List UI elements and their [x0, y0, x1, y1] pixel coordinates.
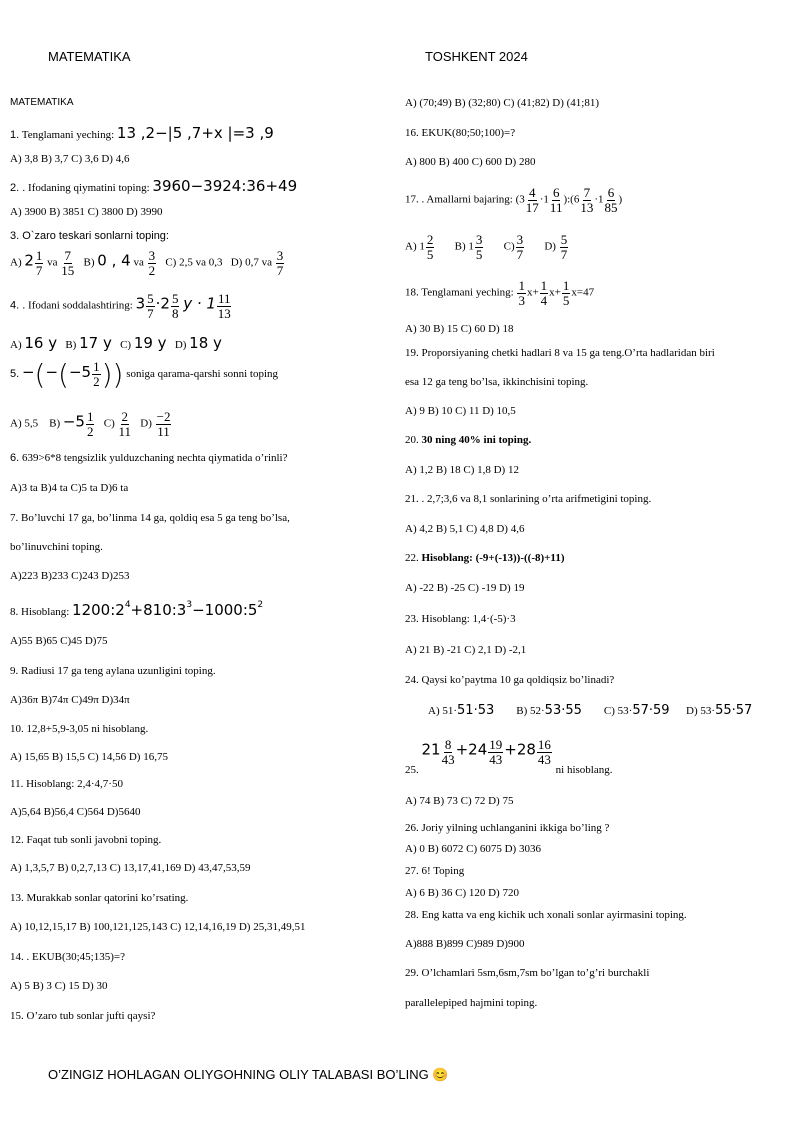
- q10-options: A) 15,65 B) 15,5 C) 14,56 D) 16,75: [10, 751, 168, 763]
- header-left: MATEMATIKA: [48, 49, 131, 64]
- question-13: 13. Murakkab sonlar qatorini ko’rsating.: [10, 892, 189, 904]
- q20-options: A) 1,2 B) 18 C) 1,8 D) 12: [405, 464, 519, 476]
- question-14: 14. . EKUB(30;45;135)=?: [10, 951, 125, 963]
- question-26: 26. Joriy yilning uchlanganini ikkiga bo’ling ?: [405, 822, 610, 834]
- question-24: 24. Qaysi ko’paytma 10 ga qoldiqsiz bo’linadi?: [405, 674, 615, 686]
- question-29-line1: 29. O’lchamlari 5sm,6sm,7sm bo’lgan to’g’ri burchakli: [405, 967, 650, 979]
- question-29-line2: parallelepiped hajmini toping.: [405, 997, 538, 1009]
- q21-options: A) 4,2 B) 5,1 C) 4,8 D) 4,6: [405, 523, 525, 535]
- question-7-line1: 7. Bo’luvchi 17 ga, bo’linma 14 ga, qoldiq esa 5 ga teng bo’lsa,: [10, 512, 290, 524]
- q19-options: A) 9 B) 10 C) 11 D) 10,5: [405, 405, 516, 417]
- q22-options: A) -22 B) -25 C) -19 D) 19: [405, 582, 525, 594]
- fraction: $\frac{6}{85}$: [604, 185, 618, 215]
- fraction: $\frac{3}{7}$: [516, 232, 524, 262]
- fraction: $\frac{4}{17}$: [525, 185, 539, 215]
- fraction: $\frac{1}{7}$: [35, 248, 43, 278]
- fraction: $\frac{3}{5}$: [475, 232, 483, 262]
- q1-options: A) 3,8 B) 3,7 C) 3,6 D) 4,6: [10, 153, 130, 165]
- question-19-line2: esa 12 ga teng bo’lsa, ikkinchisini toping.: [405, 376, 589, 388]
- question-1: 1. Tenglamani yeching: 13 ,2−|5 ,7+x |=3 ,9: [10, 124, 274, 142]
- q28-options: A)888 B)899 C)989 D)900: [405, 938, 525, 950]
- q18-options: A) 30 B) 15 C) 60 D) 18: [405, 323, 514, 335]
- fraction: $\frac{3}{2}$: [148, 248, 156, 278]
- fraction: $\frac{7}{15}$: [61, 248, 75, 278]
- q12-options: A) 1,3,5,7 B) 0,2,7,13 C) 13,17,41,169 D) 43,47,53,59: [10, 862, 251, 874]
- question-21: 21. . 2,7;3,6 va 8,1 sonlarining o’rta arifmetigini toping.: [405, 493, 652, 505]
- question-3: 3. O`zaro teskari sonlarni toping:: [10, 230, 169, 242]
- fraction: $\frac{16}{43}$: [537, 737, 551, 767]
- fraction: $\frac{19}{43}$: [489, 737, 503, 767]
- question-12: 12. Faqat tub sonli javobni toping.: [10, 834, 162, 846]
- question-19-line1: 19. Proporsiyaning chetki hadlari 8 va 15 ga teng.O’rta hadlaridan biri: [405, 347, 715, 359]
- q2-options: A) 3900 B) 3851 C) 3800 D) 3990: [10, 206, 163, 218]
- q26-options: A) 0 B) 6072 C) 6075 D) 3036: [405, 843, 541, 855]
- header-right: TOSHKENT 2024: [425, 49, 528, 64]
- q13-options: A) 10,12,15,17 B) 100,121,125,143 C) 12,14,16,19 D) 25,31,49,51: [10, 921, 306, 933]
- q7-options: A)223 B)233 C)243 D)253: [10, 570, 130, 582]
- fraction: $\frac{8}{43}$: [441, 737, 455, 767]
- fraction: $\frac{6}{11}$: [549, 185, 563, 215]
- section-title: MATEMATIKA: [10, 97, 74, 108]
- fraction: $\frac{-2}{11}$: [156, 409, 171, 439]
- q3-options: A) 2 $\frac{1}{7}$ va $\frac{7}{15}$ B) 0 , 4 va $\frac{3}{2}$ C) 2,5 va 0,3 D) 0,7 va $\frac{3}{7}$: [10, 248, 284, 278]
- fraction: $\frac{5}{7}$: [147, 291, 154, 321]
- q4-options: A) 16 y B) 17 y C) 19 y D) 18 y: [10, 334, 222, 352]
- question-18: 18. Tenglamani yeching: $\frac{1}{3}$ x+ $\frac{1}{4}$ x+ $\frac{1}{5}$ x=47: [405, 278, 595, 308]
- question-28: 28. Eng katta va eng kichik uch xonali sonlar ayirmasini toping.: [405, 909, 687, 921]
- q15-options: A) (70;49) B) (32;80) C) (41;82) D) (41;81): [405, 97, 599, 109]
- question-5: 5. −(−(−5 $\frac{1}{2}$ )) soniga qarama-qarshi sonni toping: [10, 358, 279, 391]
- fraction: $\frac{1}{3}$: [518, 278, 525, 308]
- fraction: $\frac{7}{13}$: [580, 185, 594, 215]
- q14-options: A) 5 B) 3 C) 15 D) 30: [10, 980, 108, 992]
- q23-options: A) 21 B) -21 C) 2,1 D) -2,1: [405, 644, 527, 656]
- fraction: $\frac{5}{8}$: [171, 291, 179, 321]
- question-20: 20. 30 ning 40% ini toping.: [405, 434, 532, 446]
- question-7-line2: bo’linuvchini toping.: [10, 541, 103, 553]
- footer-motto: O’ZINGIZ HOHLAGAN OLIYGOHNING OLIY TALABASI BO’LING 😊: [48, 1067, 449, 1082]
- fraction: $\frac{1}{2}$: [86, 409, 94, 439]
- fraction: $\frac{5}{7}$: [560, 232, 568, 262]
- fraction: $\frac{1}{5}$: [562, 278, 570, 308]
- fraction: $\frac{11}{13}$: [217, 291, 231, 321]
- q6-options: A)3 ta B)4 ta C)5 ta D)6 ta: [10, 482, 129, 494]
- q8-options: A)55 B)65 C)45 D)75: [10, 635, 108, 647]
- fraction: $\frac{1}{2}$: [93, 359, 100, 389]
- q16-options: A) 800 B) 400 C) 600 D) 280: [405, 156, 536, 168]
- q24-options: A) 51·51·53 B) 52·53·55 C) 53·57·59 D) 53·55·57: [428, 703, 753, 718]
- fraction: $\frac{2}{11}$: [118, 409, 132, 439]
- question-8: 8. Hisoblang: $1200:2^4+810:3^3-1000:5^2$: [10, 600, 264, 619]
- question-2: 2. . Ifodaning qiymatini toping: 3960−3924:36+49: [10, 177, 298, 195]
- q5-options: A) 5,5 B) −5 $\frac{1}{2}$ C) $\frac{2}{11}$ D) $\frac{-2}{11}$: [10, 409, 171, 439]
- fraction: $\frac{1}{4}$: [540, 278, 548, 308]
- question-9: 9. Radiusi 17 ga teng aylana uzunligini toping.: [10, 665, 216, 677]
- q25-options: A) 74 B) 73 C) 72 D) 75: [405, 795, 514, 807]
- question-17: 17. . Amallarni bajaring: (3 $\frac{4}{17}$ ·1 $\frac{6}{11}$ ):(6 $\frac{7}{13}$ ·1 $\frac{6}{85}$ ): [405, 185, 623, 215]
- question-22: 22. Hisoblang: (-9+(-13))-((-8)+11): [405, 552, 565, 564]
- question-6: 6. 639>6*8 tengsizlik yulduzchaning nechta qiymatida o’rinli?: [10, 452, 288, 464]
- question-15: 15. O’zaro tub sonlar jufti qaysi?: [10, 1010, 156, 1022]
- question-10: 10. 12,8+5,9-3,05 ni hisoblang.: [10, 723, 149, 735]
- question-11: 11. Hisoblang: 2,4·4,7·50: [10, 778, 123, 790]
- question-23: 23. Hisoblang: 1,4·(-5)·3: [405, 613, 516, 625]
- q27-options: A) 6 B) 36 C) 120 D) 720: [405, 887, 519, 899]
- q11-options: A)5,64 B)56,4 C)564 D)5640: [10, 806, 141, 818]
- question-27: 27. 6! Toping: [405, 865, 465, 877]
- question-4: 4. . Ifodani soddalashtiring: 3 $\frac{5}{7}$ ·2 $\frac{5}{8}$ y · 1 $\frac{11}{13}$: [10, 291, 231, 321]
- question-25: 25. 21 $\frac{8}{43}$ +24 $\frac{19}{43}$ +28 $\frac{16}{43}$ ni hisoblang.: [405, 737, 613, 776]
- fraction: $\frac{2}{5}$: [426, 232, 434, 262]
- q17-options: A) 1 $\frac{2}{5}$ B) 1 $\frac{3}{5}$ C) $\frac{3}{7}$ D) $\frac{5}{7}$: [405, 232, 568, 262]
- question-16: 16. EKUK(80;50;100)=?: [405, 127, 516, 139]
- q9-options: A)36π B)74π C)49π D)34π: [10, 694, 130, 706]
- fraction: $\frac{3}{7}$: [276, 248, 284, 278]
